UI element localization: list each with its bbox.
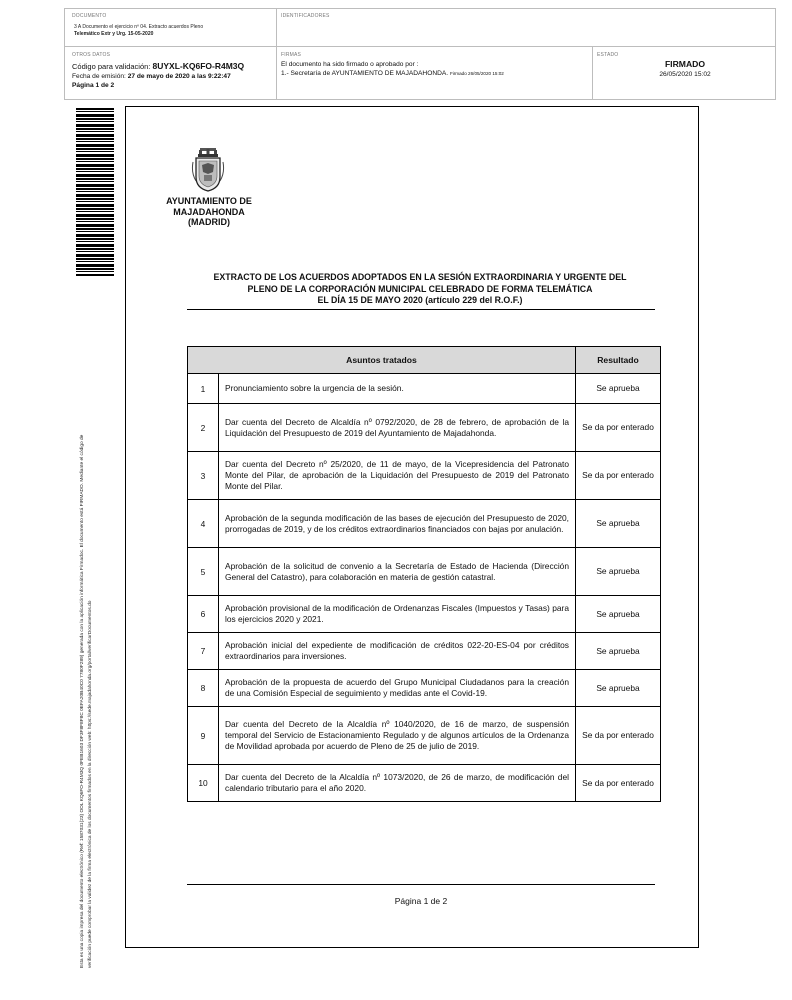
table-row [188,374,661,404]
row-number: 9 [188,707,219,765]
title-line-2: PLENO DE LA CORPORACIÓN MUNICIPAL CELEBRADO DE FORMA TELEMÁTICA [247,283,593,294]
table-row [188,404,661,452]
estado-label: ESTADO [597,52,619,58]
row-subject: Dar cuenta del Decreto nº 25/2020, de 11 de mayo, de la Vicepresidencia del Patronato Monte del Pilar, de aprobación de la Liquidación del Presupuesto de 2019 del Patronato Monte del Pilar. [219,452,576,500]
row-number: 4 [188,500,219,548]
row-number: 6 [188,596,219,633]
row-subject: Dar cuenta del Decreto de Alcaldía nº 0792/2020, de 28 de febrero, de aprobación de la Liquidación del Presupuesto de 2019 del Ayuntamiento de Majadahonda. [219,404,576,452]
identificadores-label: IDENTIFICADORES [281,13,330,19]
title-line-3: EL DÍA 15 DE MAYO 2020 (artículo 229 del R.O.F.) [317,295,523,305]
row-result: Se da por enterado [576,707,661,765]
firmas-label: FIRMAS [281,52,302,58]
row-number: 2 [188,404,219,452]
verification-text-line-1: Esta es una copia impresa del documento electrónico (Ref: 1587031(23) OOL KQ6FO-R4M3Q 0FEB1603 DF3F8F8F8C 0EFA20B40C0 7780F289) generada con la aplicación informática Firmadoc. El documento está FIRMADO. Mediante el código de [80,434,85,968]
row-result: Se aprueba [576,500,661,548]
table-header-row [188,347,661,374]
row-result: Se da por enterado [576,765,661,802]
documento-line-2: Telemático Extr y Urg. 15-05-2020 [74,31,154,37]
row-number: 1 [188,374,219,404]
row-number: 5 [188,548,219,596]
table-row [188,670,661,707]
row-result: Se da por enterado [576,452,661,500]
table-row [188,452,661,500]
row-number: 10 [188,765,219,802]
row-subject: Dar cuenta del Decreto de la Alcaldía nº 1073/2020, de 26 de marzo, de modificación del calendario tributario para el año 2020. [219,765,576,802]
column-header-result: Resultado [576,347,661,374]
otros-datos-label: OTROS DATOS [72,52,111,58]
column-header-subject: Asuntos tratados [188,347,576,374]
documento-label: DOCUMENTO [72,13,107,19]
row-result: Se aprueba [576,548,661,596]
status-badge: FIRMADO [664,59,706,69]
firmas-line-2 [281,69,504,78]
row-number: 3 [188,452,219,500]
row-subject: Aprobación provisional de la modificación de Ordenanzas Fiscales (Impuestos y Tasas) para los ejercicios 2020 y 2021. [219,596,576,633]
validation-code [72,62,244,71]
validation-code-prefix: Código para validación: [72,62,151,71]
issue-date-prefix: Fecha de emisión: [72,73,126,80]
agenda-table [187,346,661,802]
row-subject: Aprobación de la segunda modificación de las bases de ejecución del Presupuesto de 2020, prorrogadas de 2019, y de los créditos extraordinarios financiados con bajas por anulación. [219,500,576,548]
verification-text-line-2: verificación puede comprobar la validez de la firma electrónica de los documentos firmados en la dirección web: https://sede.majadahonda.org/portal/verificarDocumentos.do [88,600,93,968]
coat-of-arms-icon [191,147,225,193]
firmas-signed-date: Firmado 26/05/2020 15:02 [449,71,504,76]
table-row [188,765,661,802]
row-number: 7 [188,633,219,670]
status-date: 26/05/2020 15:02 [659,71,711,78]
row-subject: Aprobación de la propuesta de acuerdo del Grupo Municipal Ciudadanos para la creación de una Comisión Especial de seguimiento y medidas ante el Covid-19. [219,670,576,707]
organization-name [140,196,278,228]
barcode [76,108,114,276]
title-line-1: EXTRACTO DE LOS ACUERDOS ADOPTADOS EN LA SESIÓN EXTRAORDINARIA Y URGENTE DEL [213,272,627,282]
row-subject: Aprobación de la solicitud de convenio a la Secretaría de Estado de Hacienda (Dirección General del Catastro), para colaboración en materia de gestión catastral. [219,548,576,596]
row-subject: Dar cuenta del Decreto de la Alcaldía nº 1040/2020, de 16 de marzo, de suspensión temporal del Servicio de Estacionamiento Regulado y de algunos artículos de la Ordenanza de Movilidad aprobada por acuerdo de Pleno de 25 de julio de 2019. [219,707,576,765]
documento-line-1: 3 A Documento el ejercicio nº 04. Extracto acuerdos Pleno [74,24,204,30]
org-line-2: MAJADAHONDA [173,206,245,217]
row-result: Se da por enterado [576,404,661,452]
header-page-number: Página 1 de 2 [72,82,115,89]
row-result: Se aprueba [576,633,661,670]
org-line-1: AYUNTAMIENTO DE [166,196,252,206]
table-row [188,500,661,548]
table-row [188,548,661,596]
page-number-footer: Página 1 de 2 [394,896,448,906]
firmas-signer: 1.- Secretaría de AYUNTAMIENTO DE MAJADAHONDA. [281,70,449,77]
document-title [185,272,655,307]
issue-date [72,72,231,81]
footer-rule [187,884,655,885]
signature-header-panel [64,8,776,100]
firmas-line-1: El documento ha sido firmado o aprobado por : [281,61,419,68]
row-result: Se aprueba [576,670,661,707]
org-line-3: (MADRID) [188,217,230,227]
row-result: Se aprueba [576,596,661,633]
validation-code-value: 8UYXL-KQ6FO-R4M3Q [152,61,245,71]
row-result: Se aprueba [576,374,661,404]
table-row [188,707,661,765]
issue-date-value: 27 de mayo de 2020 a las 9:22:47 [127,73,231,80]
row-subject: Pronunciamiento sobre la urgencia de la sesión. [219,374,576,404]
row-number: 8 [188,670,219,707]
table-row [188,633,661,670]
header-divider [276,9,277,99]
title-underline [187,309,655,310]
table-row [188,596,661,633]
header-divider [65,46,775,47]
row-subject: Aprobación inicial del expediente de modificación de créditos 022-20-ES-04 por créditos extraordinarios para inversiones. [219,633,576,670]
